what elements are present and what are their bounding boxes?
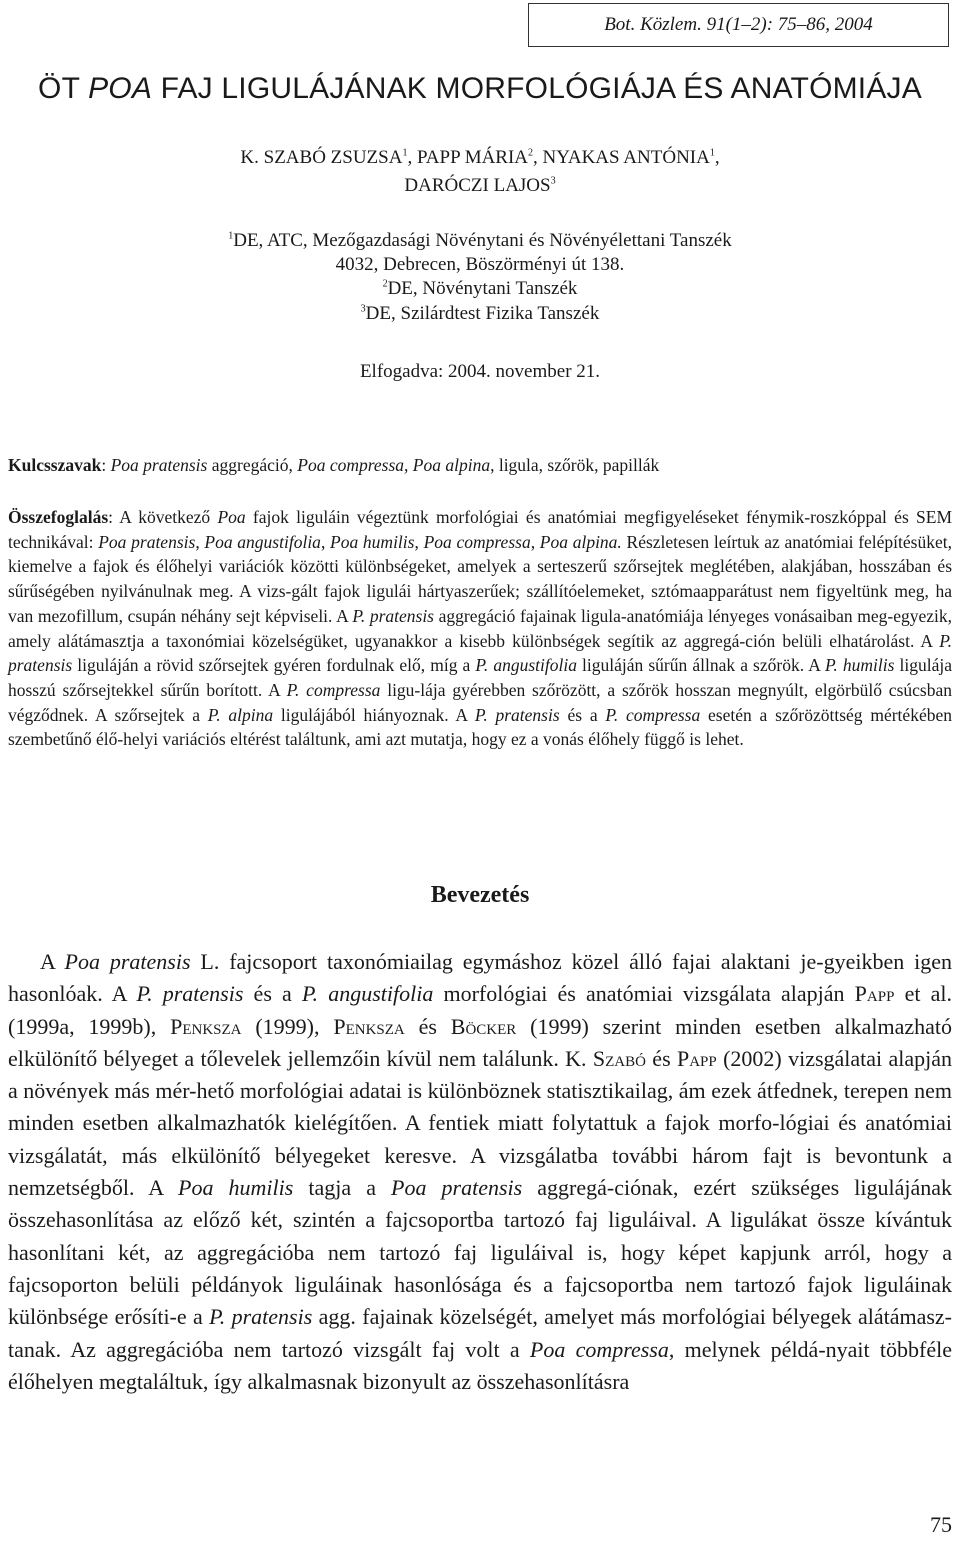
abstract-italic: P. pratensis: [8, 630, 952, 676]
authors-line-2: [0, 174, 960, 198]
abstract-italic: Poa alpina.: [539, 531, 622, 552]
section-heading: Bevezetés: [430, 882, 530, 908]
abstract: [8, 505, 952, 752]
intro-italic: P. angustifolia: [301, 981, 434, 1007]
intro-author: Szabó: [592, 1045, 646, 1071]
title-genus: POA: [88, 72, 153, 105]
article-title: [0, 72, 960, 106]
abstract-text: liguláján a rövid szőrsejtek gyéren fordulnak elő, míg a: [72, 655, 476, 676]
aff-1-sup: 1: [228, 230, 234, 242]
abstract-text: liguláján sűrűn állnak a szőrök. A: [576, 655, 825, 676]
intro-author: Penksza: [333, 1013, 405, 1039]
intro-text: (2002) vizsgálatai alapján a növények más mér-hető morfológiai adatai is különböznek statisztikailag, ám ezek átfednek, terepen nem minden esetben alkalmazhatók kielégítően. A fentiek miatt folytattuk a fajok morfo-lógiai és anatómiai vizsgálatát, más elkülönítő bélyegeket keresve. A vizsgálatba további három fajt is bevontunk a nemzetségből. A: [8, 1045, 953, 1201]
intro-italic: Poa compressa: [529, 1336, 669, 1362]
intro-text: tagja a: [293, 1175, 392, 1201]
abstract-text: ,: [320, 531, 331, 552]
affiliation-2: [0, 277, 960, 301]
kw-1b: aggregáció,: [207, 455, 298, 475]
intro-author: Papp: [676, 1045, 717, 1071]
intro-italic: Poa pratensis: [64, 949, 191, 974]
abstract-text: ligulája hosszú szőrsejtekkel sűrűn borított. A: [8, 655, 952, 700]
intro-italic: P. pratensis: [209, 1304, 313, 1330]
affiliation-1-line-2: [0, 253, 960, 277]
journal-citation: Bot. Közlem. 91(1–2): 75–86, 2004: [604, 14, 873, 35]
author-2: , PAPP MÁRIA: [407, 147, 529, 168]
intro-text: A: [40, 949, 65, 974]
title-text: ÖT: [38, 72, 89, 105]
kw-3b: , ligula, szőrök, papillák: [490, 455, 660, 475]
aff-1-text: DE, ATC, Mezőgazdasági Növénytani és Növényélettani Tanszék: [233, 230, 732, 251]
abstract-text: ,: [530, 531, 540, 552]
abstract-italic: P. compressa: [605, 704, 701, 725]
intro-text: és: [645, 1045, 677, 1071]
abstract-italic: Poa compressa: [423, 531, 531, 552]
intro-text: , melynek példá-nyait többféle élőhelyen megtaláltuk, így alkalmasnak bizonyult az összehasonlításra: [8, 1336, 952, 1394]
accepted-text: Elfogadva: 2004. november 21.: [359, 361, 601, 382]
intro-text: és: [404, 1013, 451, 1039]
aff-3-text: DE, Szilárdtest Fizika Tanszék: [365, 303, 600, 324]
intro-text: (1999) szerint minden esetben alkalmazható elkülönítő bélyeget a tőlevelek jellemzőin kívül nem találunk. K.: [8, 1013, 953, 1071]
abstract-text: Részletesen leírtuk az anatómiai felépítésüket, kiemelve a fajok és élőhelyi variációk közötti különbségeket, amelyek a serteszerű szőrsejtek meglétében, alakjában, hosszában és sűrűségében nyilvánulnak meg. A vizs-gált fajok ligulái hártyaszerűek; szállítóelemeket, sztómaapparátust nem figyeltünk meg, ha van mezofillum, csupán néhány sejt képviseli. A: [8, 531, 952, 626]
abstract-text: ,: [195, 531, 205, 552]
kw-1: Poa pratensis: [110, 455, 208, 475]
abstract-italic: Poa angustifolia: [204, 531, 321, 552]
affiliation-1-line-1: [0, 229, 960, 253]
intro-text: et al. (1999a, 1999b),: [8, 981, 952, 1039]
intro-text: agg. fajainak közelségét, amelyet más morfológiai bélyegek alátámasz-tanak. Az aggregációba nem tartozó vizsgált faj volt a: [8, 1304, 952, 1362]
intro-author: Papp: [854, 981, 895, 1007]
intro-text: morfológiai és anatómiai vizsgálata alapján: [433, 981, 855, 1007]
kw-2b: ,: [404, 455, 413, 475]
intro-italic: Poa pratensis: [391, 1175, 523, 1201]
title-text-rest: FAJ LIGULÁJÁNAK MORFOLÓGIÁJA ÉS ANATÓMIÁJA: [152, 72, 922, 105]
author-1: K. SZABÓ ZSUZSA: [240, 147, 403, 168]
abstract-italic: P. compressa: [286, 679, 381, 700]
intro-italic: Poa humilis: [178, 1175, 294, 1201]
abstract-text: aggregáció fajainak ligula-anatómiája lényeges vonásaiban meg-egyezik, amely alátámasztja a taxonómiai közelségüket, ugyanakkor a kisebb különbségek segítik az aggregá-ción belüli elhatárolást. A: [8, 605, 952, 651]
keywords: [8, 455, 952, 476]
introduction-body: [8, 946, 952, 1398]
author-3-sup: 1: [709, 147, 715, 159]
author-3: , NYAKAS ANTÓNIA: [533, 147, 710, 168]
intro-text: aggregá-ciónak, ezért szükséges ligulájának összehasonlítása az előző két, szintén a fajcsoportba tartozó faj liguláival. A ligulákat össze kívántuk hasonlítani két, az aggregációba nem tartozó faj liguláival is, hogy képet kapjunk arról, hogy a fajcsoporton belüli példányok liguláinak hasonlósága és a fajcsoportba nem tartozó fajok liguláinak különbsége erősíti-e a: [8, 1175, 952, 1330]
kw-sep: :: [101, 455, 111, 475]
author-4-sup: 3: [550, 175, 556, 187]
abstract-text: esetén a szőrözöttség mértékében szembetűnő élő-helyi variációs eltérést találtunk, ami azt mutatja, hogy ez a vonás élőhely függő is lehet.: [8, 704, 952, 750]
abstract-italic: P. humilis: [824, 655, 895, 676]
intro-author: Penksza: [170, 1013, 242, 1039]
authors-line-1: [0, 146, 960, 170]
abstract-text: ligu-lája gyérebben szőrözött, a szőrök hosszan megnyúlt, elgörbülő csúcsban végződnek. A szőrsejtek a: [8, 679, 952, 725]
keywords-label: Kulcsszavak: [8, 455, 102, 475]
abstract-text: ,: [414, 531, 424, 552]
kw-2: Poa compressa: [297, 455, 405, 475]
aff-1-address: 4032, Debrecen, Böszörményi út 138.: [335, 254, 625, 275]
journal-citation-box: [528, 3, 949, 47]
aff-2-text: DE, Növénytani Tanszék: [387, 278, 578, 299]
intro-author: Böcker: [450, 1013, 517, 1039]
intro-italic: P. pratensis: [136, 981, 244, 1007]
abstract-italic: P. pratensis: [474, 704, 560, 725]
abstract-text: ligulájából hiányoznak. A: [273, 704, 475, 725]
page-number: 75: [930, 1512, 952, 1537]
author-4: DARÓCZI LAJOS: [404, 175, 551, 196]
abstract-italic: Poa: [217, 507, 246, 527]
abstract-text: : A következő: [108, 507, 218, 527]
intro-text: és a: [243, 981, 302, 1007]
abstract-italic: Poa pratensis: [98, 531, 196, 552]
abstract-text: és a: [559, 704, 606, 725]
kw-3: Poa alpina: [412, 455, 491, 475]
author-2-sup: 2: [528, 147, 534, 159]
abstract-italic: P. alpina: [207, 704, 274, 725]
affiliation-3: [0, 302, 960, 326]
intro-paragraph: [8, 946, 952, 1398]
abstract-label: Összefoglalás: [8, 507, 109, 527]
accepted-date: [0, 360, 960, 384]
aff-2-sup: 2: [382, 278, 388, 290]
abstract-italic: Poa humilis: [330, 531, 415, 552]
author-3-tail: ,: [714, 147, 720, 168]
author-1-sup: 1: [402, 147, 408, 159]
abstract-italic: P. pratensis: [352, 605, 434, 626]
abstract-text: fajok liguláin végeztünk morfológiai és anatómiai megfigyeléseket fénymik-roszkóppal és SEM technikával:: [8, 507, 953, 552]
intro-text: (1999),: [241, 1013, 334, 1039]
aff-3-sup: 3: [360, 303, 366, 315]
abstract-italic: P. angustifolia: [475, 655, 577, 676]
intro-text: L. fajcsoport taxonómiailag egymáshoz közel álló fajai alaktani je-gyeikben igen hasonlóak. A: [8, 949, 952, 1007]
